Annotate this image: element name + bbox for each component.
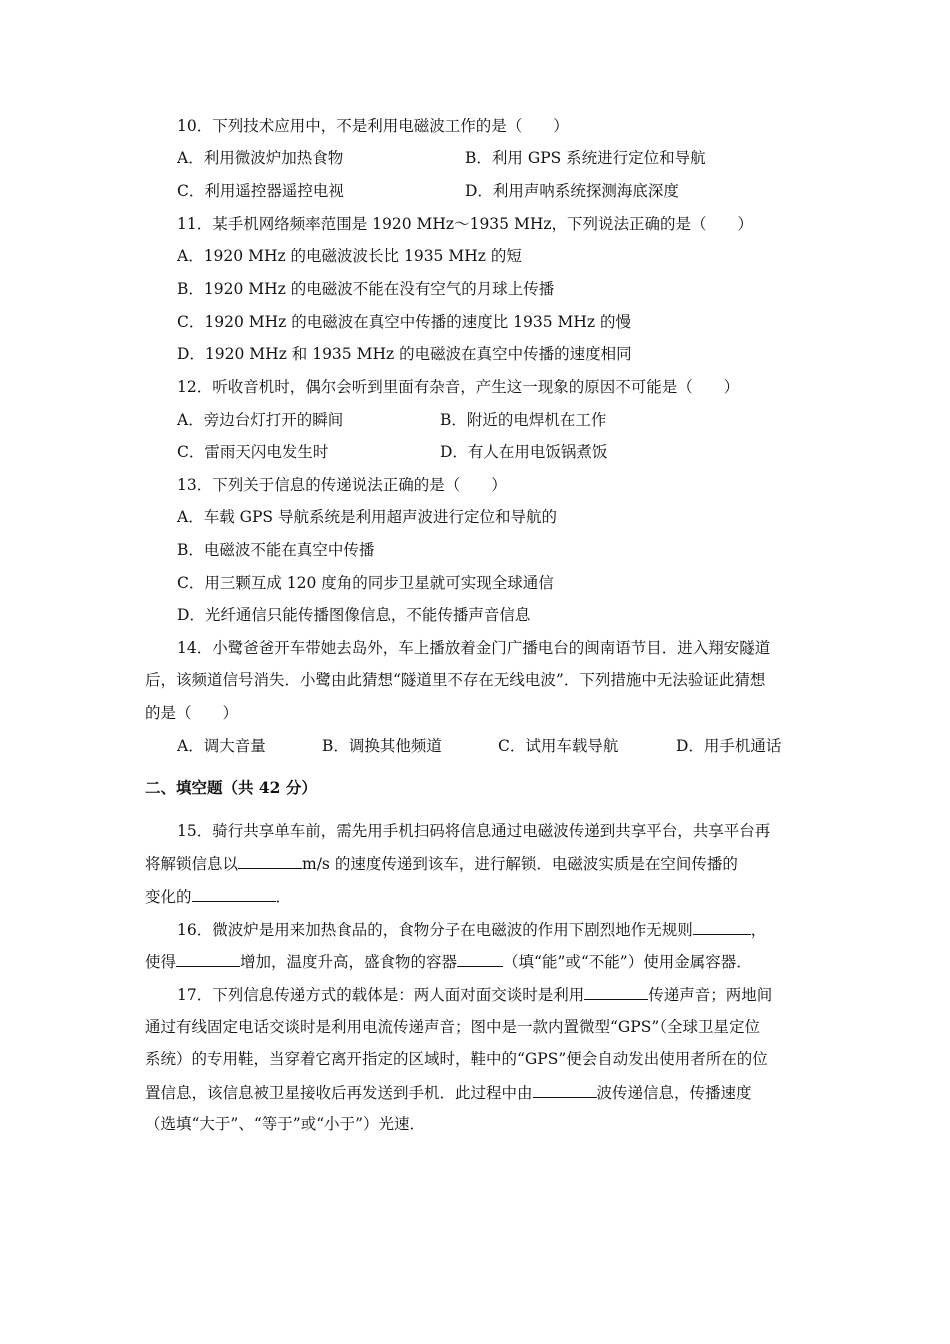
q16-line-2-text-c: （填“能”或“不能”）使用金属容器． bbox=[503, 953, 752, 971]
q16-line-2 bbox=[145, 950, 752, 973]
q10-option-a: A．利用微波炉加热食物 bbox=[177, 149, 344, 167]
q15-line-3-text-b: ． bbox=[275, 888, 292, 906]
q16-blank-motion[interactable] bbox=[693, 918, 751, 935]
q12-option-b: B．附近的电焊机在工作 bbox=[440, 411, 607, 429]
q16-line-1-text-a: 16．微波炉是用来加热食品的，食物分子在电磁波的作用下剧烈地作无规则 bbox=[177, 921, 693, 939]
q17-blank-medium[interactable] bbox=[584, 983, 648, 1000]
q17-line-1-text-a: 17．下列信息传递方式的载体是：两人面对面交谈时是利用 bbox=[177, 986, 585, 1004]
q17-line-1-text-b: 传递声音；两地间 bbox=[648, 986, 773, 1004]
q13-option-b: B．电磁波不能在真空中传播 bbox=[177, 541, 375, 559]
q17-line-4 bbox=[145, 1081, 752, 1104]
q17-line-2: 通过有线固定电话交谈时是利用电流传递声音；图中是一款内置微型“GPS”（全球卫星定位 bbox=[145, 1018, 761, 1036]
q15-line-1: 15．骑行共享单车前，需先用手机扫码将信息通过电磁波传递到共享平台，共享平台再 bbox=[177, 822, 771, 840]
q12-option-a: A．旁边台灯打开的瞬间 bbox=[177, 411, 344, 429]
q10-option-c: C．利用遥控器遥控电视 bbox=[177, 182, 344, 200]
q17-blank-wave[interactable] bbox=[533, 1081, 597, 1098]
q11-option-b: B．1920 MHz 的电磁波不能在没有空气的月球上传播 bbox=[177, 280, 555, 298]
q14-line-2: 后，该频道信号消失．小鹭由此猜想“隧道里不存在无线电波”．下列措施中无法验证此猜想 bbox=[145, 671, 766, 689]
q14-option-c: C．试用车载导航 bbox=[498, 737, 619, 755]
q16-line-2-text-a: 使得 bbox=[145, 953, 177, 971]
q12-stem: 12．听收音机时，偶尔会听到里面有杂音，产生这一现象的原因不可能是（ ） bbox=[177, 378, 740, 396]
q11-option-c: C．1920 MHz 的电磁波在真空中传播的速度比 1935 MHz 的慢 bbox=[177, 313, 631, 331]
q16-blank-can-or-cannot[interactable] bbox=[457, 950, 503, 967]
q10-option-d: D．利用声呐系统探测海底深度 bbox=[465, 182, 679, 200]
q13-option-c: C．用三颗互成 120 度角的同步卫星就可实现全球通信 bbox=[177, 574, 554, 592]
q17-line-3: 系统）的专用鞋，当穿着它离开指定的区域时，鞋中的“GPS”便会自动发出使用者所在的位 bbox=[145, 1050, 768, 1068]
q14-line-1: 14．小鹭爸爸开车带她去岛外，车上播放着金门广播电台的闽南语节目．进入翔安隧道 bbox=[177, 639, 771, 657]
q13-stem: 13．下列关于信息的传递说法正确的是（ ） bbox=[177, 476, 507, 494]
q13-option-d: D．光纤通信只能传播图像信息，不能传播声音信息 bbox=[177, 606, 531, 624]
q15-line-2 bbox=[145, 852, 738, 875]
q14-option-b: B．调换其他频道 bbox=[322, 737, 442, 755]
q17-line-1 bbox=[177, 983, 772, 1006]
q11-option-d: D．1920 MHz 和 1935 MHz 的电磁波在真空中传播的速度相同 bbox=[177, 345, 632, 363]
q12-option-d: D．有人在用电饭锅煮饭 bbox=[440, 443, 608, 461]
q16-line-1 bbox=[177, 918, 766, 941]
q12-option-c: C．雷雨天闪电发生时 bbox=[177, 443, 329, 461]
q16-line-2-text-b: 增加，温度升高，盛食物的容器 bbox=[240, 953, 458, 971]
q17-line-5: （选填“大于”、“等于”或“小于”）光速． bbox=[145, 1115, 426, 1133]
q17-line-4-text-b: 波传递信息，传播速度 bbox=[596, 1084, 752, 1102]
q15-line-2-text-b: m/s 的速度传递到该车，进行解锁．电磁波实质是在空间传播的 bbox=[302, 855, 738, 873]
q13-option-a: A．车载 GPS 导航系统是利用超声波进行定位和导航的 bbox=[177, 508, 557, 526]
q14-option-a: A．调大音量 bbox=[177, 737, 266, 755]
q14-option-d: D．用手机通话 bbox=[676, 737, 782, 755]
q15-blank-field[interactable] bbox=[192, 885, 276, 902]
q16-line-1-text-b: ， bbox=[750, 921, 767, 939]
q10-option-b: B．利用 GPS 系统进行定位和导航 bbox=[465, 149, 706, 167]
q11-stem: 11．某手机网络频率范围是 1920 MHz～1935 MHz，下列说法正确的是（ ） bbox=[177, 215, 754, 233]
q16-blank-energy[interactable] bbox=[176, 950, 240, 967]
q15-line-3 bbox=[145, 885, 291, 908]
section-2-heading: 二、填空题（共 42 分） bbox=[145, 778, 317, 797]
q15-line-2-text-a: 将解锁信息以 bbox=[145, 855, 239, 873]
q10-stem: 10．下列技术应用中，不是利用电磁波工作的是（ ） bbox=[177, 117, 569, 135]
q15-blank-speed[interactable] bbox=[238, 852, 302, 869]
q14-line-3: 的是（ ） bbox=[145, 704, 239, 722]
q11-option-a: A．1920 MHz 的电磁波波长比 1935 MHz 的短 bbox=[177, 247, 522, 265]
q17-line-4-text-a: 置信息，该信息被卫星接收后再发送到手机．此过程中由 bbox=[145, 1084, 533, 1102]
q15-line-3-text-a: 变化的 bbox=[145, 888, 192, 906]
